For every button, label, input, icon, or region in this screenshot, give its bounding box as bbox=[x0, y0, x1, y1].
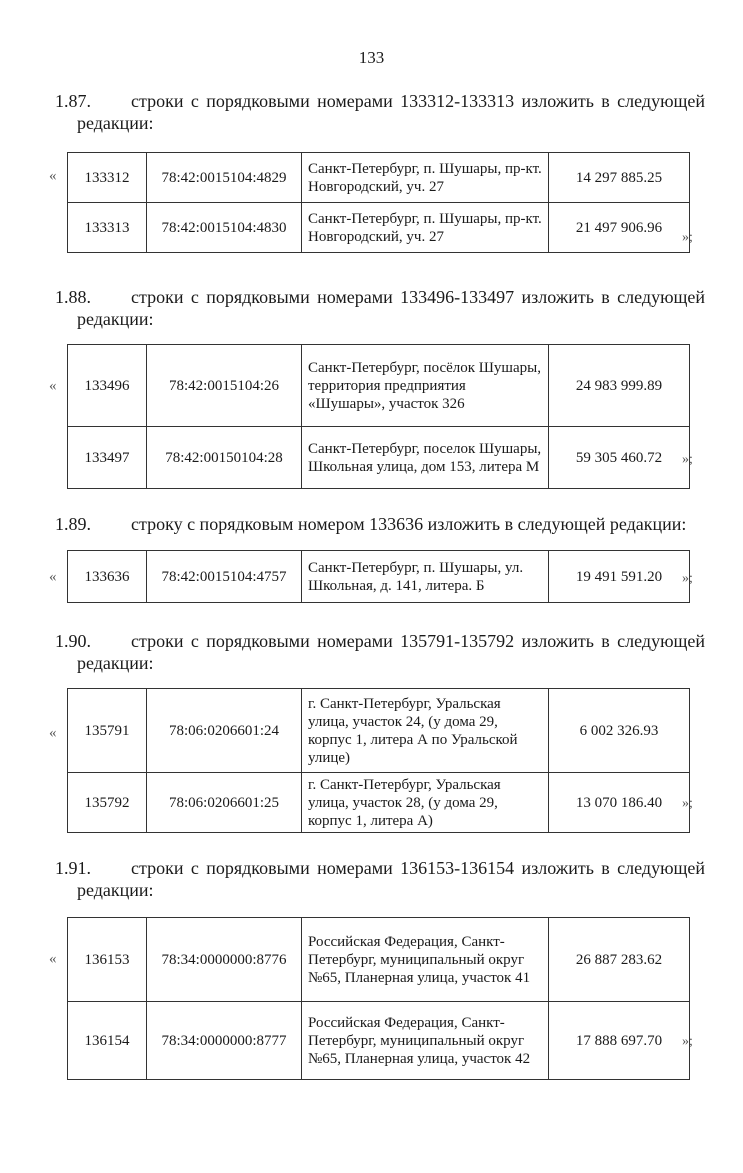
table-row bbox=[68, 203, 690, 253]
opening-quote: « bbox=[49, 951, 57, 967]
cadastral-number-cell: 78:42:0015104:26 bbox=[147, 345, 302, 427]
value-cell: 14 297 885.25 bbox=[549, 153, 690, 203]
section-number: 1.88. bbox=[55, 287, 91, 307]
table-row bbox=[68, 689, 690, 773]
page-number: 133 bbox=[358, 48, 385, 67]
section-text-line1: строки с порядковыми номерами 135791-135792 изложить в следующей bbox=[131, 631, 705, 651]
cadastral-number-cell: 78:42:0015104:4829 bbox=[147, 153, 302, 203]
table-row bbox=[68, 345, 690, 427]
value-cell: 21 497 906.96 bbox=[549, 203, 690, 253]
address-cell: Российская Федерация, Санкт-Петербург, муниципальный округ №65, Планерная улица, участок 42 bbox=[302, 1002, 549, 1080]
table-row bbox=[68, 1002, 690, 1080]
value-cell: 24 983 999.89 bbox=[549, 345, 690, 427]
table-row bbox=[68, 153, 690, 203]
section-text-line2: редакции: bbox=[77, 309, 154, 329]
row-number-cell: 135791 bbox=[68, 689, 147, 773]
section-text-line1: строку с порядковым номером 133636 изложить в следующей редакции: bbox=[131, 514, 687, 534]
section-number: 1.91. bbox=[55, 858, 91, 878]
closing-quote: »; bbox=[682, 571, 693, 586]
value-cell: 59 305 460.72 bbox=[549, 427, 690, 489]
table-row bbox=[68, 773, 690, 833]
row-number-cell: 135792 bbox=[68, 773, 147, 833]
closing-quote: »; bbox=[682, 1034, 693, 1049]
cadastral-number-cell: 78:42:0015104:4757 bbox=[147, 551, 302, 603]
cadastral-number-cell: 78:06:0206601:25 bbox=[147, 773, 302, 833]
section-text-line2: редакции: bbox=[77, 880, 154, 900]
section-text-line2: редакции: bbox=[77, 113, 154, 133]
address-cell: Российская Федерация, Санкт-Петербург, муниципальный округ №65, Планерная улица, участок 41 bbox=[302, 918, 549, 1002]
row-number-cell: 133497 bbox=[68, 427, 147, 489]
opening-quote: « bbox=[49, 569, 57, 585]
section-text-line1: строки с порядковыми номерами 133312-133313 изложить в следующей bbox=[131, 91, 705, 111]
table-row bbox=[68, 918, 690, 1002]
section-number: 1.87. bbox=[55, 91, 91, 111]
row-number-cell: 136154 bbox=[68, 1002, 147, 1080]
address-cell: Санкт-Петербург, п. Шушары, ул. Школьная, д. 141, литера. Б bbox=[302, 551, 549, 603]
value-cell: 13 070 186.40 bbox=[549, 773, 690, 833]
cadastral-number-cell: 78:42:0015104:4830 bbox=[147, 203, 302, 253]
address-cell: Санкт-Петербург, посёлок Шушары, территория предприятия «Шушары», участок 326 bbox=[302, 345, 549, 427]
row-number-cell: 133313 bbox=[68, 203, 147, 253]
address-cell: г. Санкт-Петербург, Уральская улица, участок 24, (у дома 29, корпус 1, литера А по Уральской улице) bbox=[302, 689, 549, 773]
opening-quote: « bbox=[49, 378, 57, 394]
row-number-cell: 133636 bbox=[68, 551, 147, 603]
value-cell: 17 888 697.70 bbox=[549, 1002, 690, 1080]
amendment-table bbox=[67, 344, 690, 489]
row-number-cell: 133312 bbox=[68, 153, 147, 203]
cadastral-number-cell: 78:42:00150104:28 bbox=[147, 427, 302, 489]
opening-quote: « bbox=[49, 168, 57, 184]
amendment-table bbox=[67, 550, 690, 603]
cadastral-number-cell: 78:34:0000000:8776 bbox=[147, 918, 302, 1002]
section-text-line1: строки с порядковыми номерами 133496-133497 изложить в следующей bbox=[131, 287, 705, 307]
row-number-cell: 133496 bbox=[68, 345, 147, 427]
amendment-table bbox=[67, 917, 690, 1080]
table-row bbox=[68, 427, 690, 489]
closing-quote: »; bbox=[682, 452, 693, 467]
address-cell: Санкт-Петербург, п. Шушары, пр-кт. Новгородский, уч. 27 bbox=[302, 203, 549, 253]
amendment-table bbox=[67, 688, 690, 833]
opening-quote: « bbox=[49, 725, 57, 741]
address-cell: Санкт-Петербург, поселок Шушары, Школьная улица, дом 153, литера М bbox=[302, 427, 549, 489]
section-number: 1.90. bbox=[55, 631, 91, 651]
value-cell: 19 491 591.20 bbox=[549, 551, 690, 603]
closing-quote: »; bbox=[682, 796, 693, 811]
value-cell: 26 887 283.62 bbox=[549, 918, 690, 1002]
section-text-line2: редакции: bbox=[77, 653, 154, 673]
table-row bbox=[68, 551, 690, 603]
row-number-cell: 136153 bbox=[68, 918, 147, 1002]
cadastral-number-cell: 78:34:0000000:8777 bbox=[147, 1002, 302, 1080]
section-number: 1.89. bbox=[55, 514, 91, 534]
closing-quote: »; bbox=[682, 230, 693, 245]
address-cell: Санкт-Петербург, п. Шушары, пр-кт. Новгородский, уч. 27 bbox=[302, 153, 549, 203]
cadastral-number-cell: 78:06:0206601:24 bbox=[147, 689, 302, 773]
amendment-table bbox=[67, 152, 690, 253]
address-cell: г. Санкт-Петербург, Уральская улица, участок 28, (у дома 29, корпус 1, литера А) bbox=[302, 773, 549, 833]
value-cell: 6 002 326.93 bbox=[549, 689, 690, 773]
section-text-line1: строки с порядковыми номерами 136153-136154 изложить в следующей bbox=[131, 858, 705, 878]
